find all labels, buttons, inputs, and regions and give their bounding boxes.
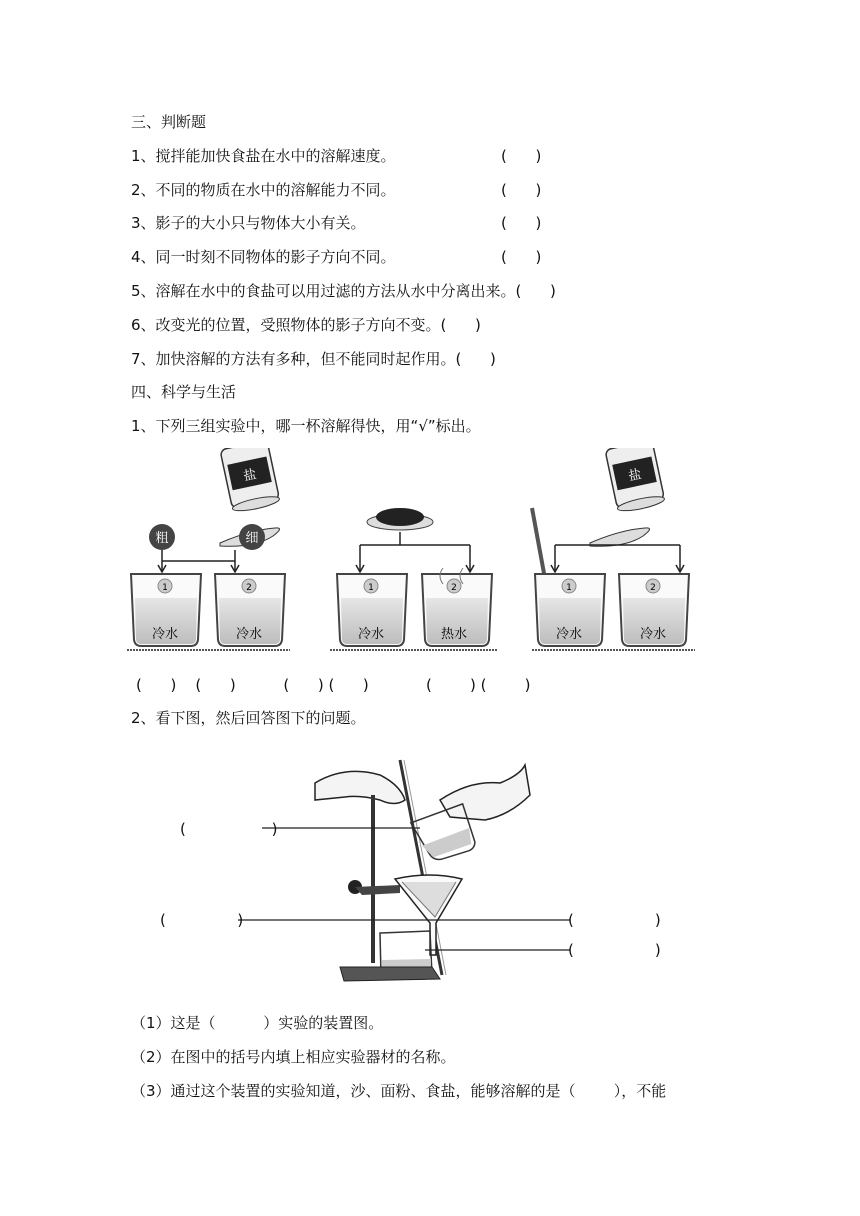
- beaker-cold-water-label: 冷水: [555, 627, 583, 642]
- judgement-item-2: 2、不同的物质在水中的溶解能力不同。: [131, 181, 396, 199]
- beaker-hot-water-label: 热水: [440, 627, 468, 642]
- section-heading-science-life: 四、科学与生活: [131, 383, 237, 401]
- judgement-item-6: 6、改变光的位置，受照物体的影子方向不变。( ): [131, 316, 481, 334]
- experiment-group-particle-size: [127, 448, 290, 650]
- beaker-cold-water-label: 冷水: [357, 627, 385, 642]
- beaker-cold-water: [337, 574, 407, 646]
- fine-label: 细: [245, 531, 259, 546]
- beaker-number-2: 2: [246, 583, 252, 593]
- beaker-cold-water-label: 冷水: [235, 627, 263, 642]
- beaker-cold-water-label: 冷水: [639, 627, 667, 642]
- beaker-hot-water: [422, 568, 492, 646]
- beaker-number-2: 2: [650, 583, 656, 593]
- label-blank-stand[interactable]: ( ): [160, 911, 244, 929]
- sub-question-3: （3）通过这个装置的实验知道，沙、面粉、食盐，能够溶解的是（ ），不能: [131, 1082, 667, 1100]
- beaker-cold-2: [215, 574, 285, 646]
- answer-blank-4[interactable]: ( ): [501, 248, 542, 266]
- judgement-item-7: 7、加快溶解的方法有多种，但不能同时起作用。( ): [131, 350, 496, 368]
- bag-label: 盐: [627, 467, 643, 485]
- dissolving-experiments-figure: [125, 448, 705, 663]
- beaker-cold-water-label: 冷水: [151, 627, 179, 642]
- beaker-number-1: 1: [368, 583, 374, 593]
- beaker-number-1: 1: [566, 583, 572, 593]
- question-1-answer-blanks[interactable]: ( ) ( ) ( ) ( ) ( ) ( ): [136, 676, 531, 694]
- beaker-stirred: [535, 574, 605, 646]
- label-blank-beaker[interactable]: ( ): [568, 941, 661, 959]
- beaker-number-1: 1: [162, 583, 168, 593]
- experiment-group-temperature: [330, 508, 497, 650]
- beaker-unstirred: [619, 574, 689, 646]
- experiment-group-stirring: [532, 448, 695, 650]
- answer-blank-3[interactable]: ( ): [501, 214, 542, 232]
- bag-label: 盐: [242, 467, 258, 485]
- judgement-item-5: 5、溶解在水中的食盐可以用过滤的方法从水中分离出来。( ): [131, 282, 556, 300]
- sub-question-2: （2）在图中的括号内填上相应实验器材的名称。: [131, 1048, 456, 1066]
- sub-question-1: （1）这是（ ）实验的装置图。: [131, 1014, 384, 1032]
- label-blank-glass-rod[interactable]: ( ): [180, 820, 278, 838]
- judgement-item-1: 1、搅拌能加快食盐在水中的溶解速度。: [131, 147, 396, 165]
- beaker-cold-1: [131, 574, 201, 646]
- answer-blank-2[interactable]: ( ): [501, 181, 542, 199]
- label-blank-funnel[interactable]: ( ): [568, 911, 661, 929]
- judgement-item-3: 3、影子的大小只与物体大小有关。: [131, 214, 366, 232]
- answer-blank-1[interactable]: ( ): [501, 147, 542, 165]
- question-2: 2、看下图，然后回答图下的问题。: [131, 709, 366, 727]
- section-heading-judgement: 三、判断题: [131, 113, 207, 131]
- judgement-item-4: 4、同一时刻不同物体的影子方向不同。: [131, 248, 396, 266]
- coarse-label: 粗: [155, 531, 169, 546]
- question-1: 1、下列三组实验中，哪一杯溶解得快，用“√”标出。: [131, 417, 481, 435]
- beaker-number-2: 2: [451, 583, 457, 593]
